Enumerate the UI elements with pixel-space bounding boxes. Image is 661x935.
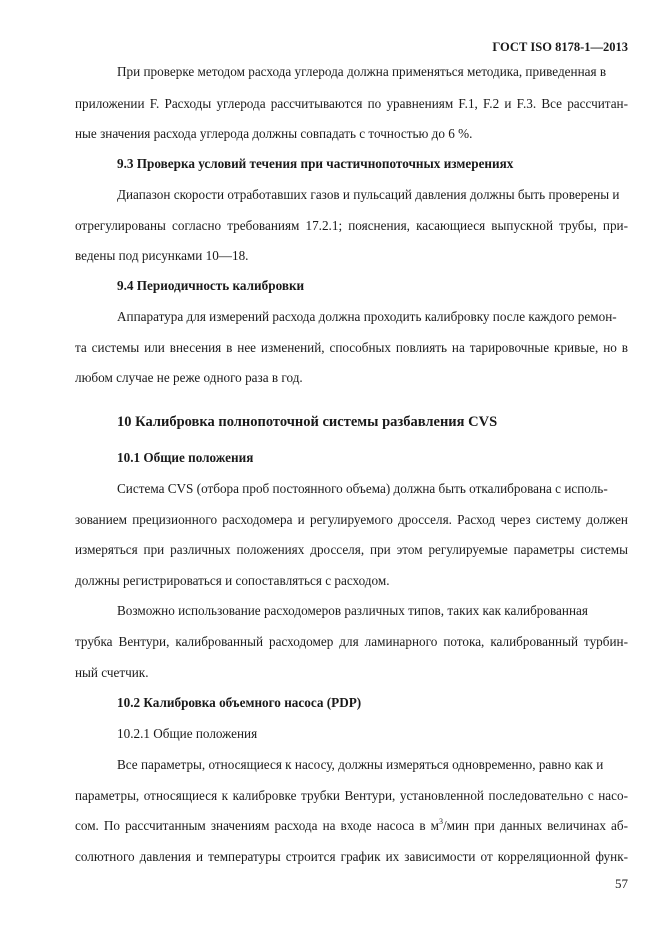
document-header: ГОСТ ISO 8178-1—2013 [492,40,628,54]
paragraph-line: ный счетчик. [75,665,149,680]
paragraph-line: зованием прецизионного расходомера и регулируемого дросселя. Расход через систему должен [75,512,628,527]
paragraph-line: любом случае не реже одного раза в год. [75,370,303,385]
paragraph-line: ные значения расхода углерода должны совпадать с точностью до 6 %. [75,126,473,141]
paragraph-line: та системы или внесения в нее изменений, способных повлиять на тарировочные кривые, но в [75,340,628,355]
paragraph-line: приложении F. Расходы углерода рассчитываются по уравнениям F.1, F.2 и F.3. Все рассчитан- [75,96,628,111]
paragraph-line: Возможно использование расходомеров различных типов, таких как калиброванная [117,603,588,618]
paragraph-line-part: сом. По рассчитанным значениям расхода на входе насоса в м [75,818,439,833]
superscript: 3 [438,817,443,826]
section-heading: 10.2 Калибровка объемного насоса (PDP) [117,695,362,710]
page-number: 57 [615,876,628,891]
paragraph-line: измеряться при различных положениях дросселя, при этом регулируемые параметры системы [75,542,628,557]
paragraph-line: При проверке методом расхода углерода должна применяться методика, приведенная в [117,64,607,79]
section-heading: 9.4 Периодичность калибровки [117,278,305,293]
subsection-heading: 10.2.1 Общие положения [117,726,258,741]
section-heading: 9.3 Проверка условий течения при частичнопоточных измерениях [117,156,514,171]
paragraph-line: параметры, относящиеся к калибровке трубки Вентури, установленной последовательно с насо- [75,788,628,803]
paragraph-line: Все параметры, относящиеся к насосу, должны измеряться одновременно, равно как и [117,757,604,772]
paragraph-line-part: /мин при данных величинах аб- [442,818,628,833]
paragraph-line: ведены под рисунками 10—18. [75,248,249,263]
paragraph-line: солютного давления и температуры строится график их зависимости от корреляционной функ- [75,849,628,864]
paragraph-line: Аппаратура для измерений расхода должна проходить калибровку после каждого ремон- [117,309,617,324]
paragraph-line: трубка Вентури, калиброванный расходомер для ламинарного потока, калиброванный турбин- [75,634,628,649]
paragraph-line: отрегулированы согласно требованиям 17.2.1; пояснения, касающиеся выпускной трубы, при- [75,218,628,233]
paragraph-line: должны регистрироваться и сопоставляться с расходом. [75,573,390,588]
paragraph-line: Система CVS (отбора проб постоянного объема) должна быть откалибрована с исполь- [117,481,608,496]
paragraph-line [75,818,628,834]
section-heading: 10.1 Общие положения [117,450,254,465]
paragraph-line: Диапазон скорости отработавших газов и пульсаций давления должны быть проверены и [117,187,620,202]
chapter-heading: 10 Калибровка полнопоточной системы разбавления CVS [117,414,498,430]
